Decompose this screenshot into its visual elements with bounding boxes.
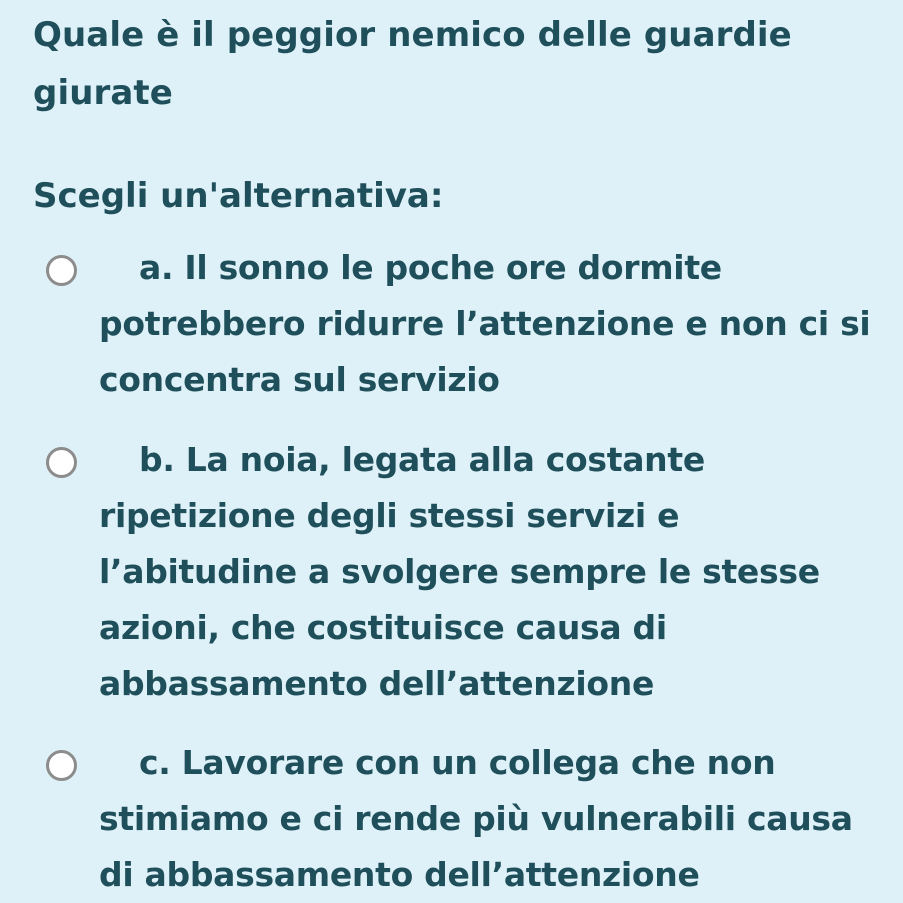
answer-option-b[interactable] (0, 432, 903, 712)
radio-unselected-icon[interactable] (46, 255, 77, 286)
question-text: Quale è il peggior nemico delle guardie giurate (33, 15, 792, 113)
radio-unselected-icon[interactable] (46, 750, 77, 781)
radio-unselected-icon[interactable] (46, 447, 77, 478)
answer-option-label: b. La noia, legata alla costante ripetizione degli stessi servizi e l’abitudine a svolgere sempre le stesse azioni, che costituisce causa di abbassamento dell’attenzione (99, 440, 820, 703)
answer-option-c[interactable] (0, 735, 903, 903)
answer-option-label: a. Il sonno le poche ore dormite potrebbero ridurre l’attenzione e non ci si concentra sul servizio (99, 248, 871, 399)
answer-option-a[interactable] (0, 240, 903, 408)
answer-option-label: c. Lavorare con un collega che non stimiamo e ci rende più vulnerabili causa di abbassamento dell’attenzione (99, 743, 853, 894)
answer-prompt: Scegli un'alternativa: (33, 176, 444, 216)
